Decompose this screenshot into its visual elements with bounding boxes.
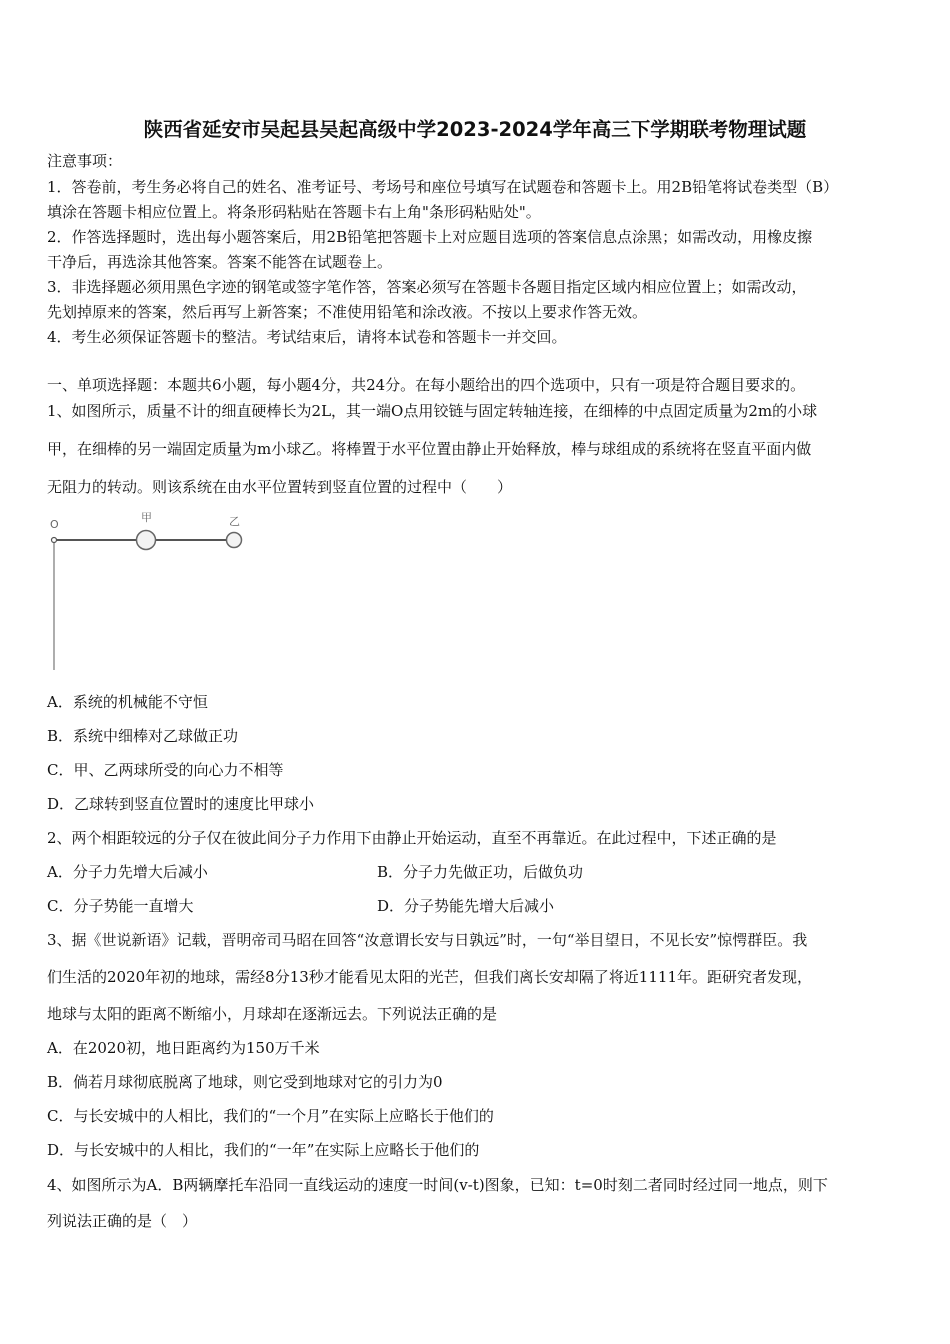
- notice-line: 1．答卷前，考生务必将自己的姓名、准考证号、考场号和座位号填写在试题卷和答题卡上。用2B铅笔将试卷类型（B）: [47, 178, 839, 196]
- q1-option-a: A．系统的机械能不守恒: [47, 693, 208, 711]
- notice-line: 先划掉原来的答案，然后再写上新答案；不准使用铅笔和涂改液。不按以上要求作答无效。: [47, 303, 648, 321]
- label-yi: 乙: [229, 515, 240, 528]
- q3-option-a: A．在2020初，地日距离约为150万千米: [47, 1039, 320, 1057]
- q2-option-a: A．分子力先增大后减小: [47, 863, 208, 881]
- q3-option-d: D．与长安城中的人相比，我们的“一年”在实际上应略长于他们的: [47, 1141, 480, 1159]
- q1-option-c: C．甲、乙两球所受的向心力不相等: [47, 761, 284, 779]
- notice-heading: 注意事项：: [47, 152, 123, 170]
- q4-stem-line: 列说法正确的是（ ）: [47, 1212, 198, 1230]
- q2-option-b: B．分子力先做正功，后做负功: [377, 863, 584, 881]
- notice-line: 3．非选择题必须用黑色字迹的钢笔或签字笔作答，答案必须写在答题卡各题目指定区域内相应位置上；如需改动，: [47, 278, 807, 296]
- q2-option-c: C．分子势能一直增大: [47, 897, 194, 915]
- notice-line: 干净后，再选涂其他答案。答案不能答在试题卷上。: [47, 253, 393, 271]
- q3-stem-line: 们生活的2020年初的地球，需经8分13秒才能看见太阳的光芒，但我们离长安却隔了将近1111年。距研究者发现，: [47, 968, 812, 986]
- q1-stem-line: 无阻力的转动。则该系统在由水平位置转到竖直位置的过程中（ ）: [47, 478, 513, 496]
- ball-yi: [227, 533, 242, 548]
- q3-option-b: B．倘若月球彻底脱离了地球，则它受到地球对它的引力为0: [47, 1073, 443, 1091]
- q2-option-d: D．分子势能先增大后减小: [377, 897, 555, 915]
- q1-option-d: D．乙球转到竖直位置时的速度比甲球小: [47, 795, 315, 813]
- q1-option-b: B．系统中细棒对乙球做正功: [47, 727, 239, 745]
- q1-stem-line: 甲，在细棒的另一端固定质量为m小球乙。将棒置于水平位置由静止开始释放，棒与球组成的系统将在竖直平面内做: [47, 440, 812, 458]
- q4-stem-line: 4、如图所示为A．B两辆摩托车沿同一直线运动的速度一时间(v-t)图象，已知：t=0时刻二者同时经过同一地点，则下: [47, 1176, 828, 1194]
- q3-option-c: C．与长安城中的人相比，我们的“一个月”在实际上应略长于他们的: [47, 1107, 494, 1125]
- q3-stem-line: 地球与太阳的距离不断缩小，月球却在逐渐远去。下列说法正确的是: [47, 1005, 498, 1023]
- section-heading: 一、单项选择题：本题共6小题，每小题4分，共24分。在每小题给出的四个选项中，只有一项是符合题目要求的。: [47, 376, 806, 394]
- exam-title: 陕西省延安市吴起县吴起高级中学2023-2024学年高三下学期联考物理试题: [143, 118, 807, 141]
- notice-line: 2．作答选择题时，选出每小题答案后，用2B铅笔把答题卡上对应题目选项的答案信息点涂黑；如需改动，用橡皮擦: [47, 228, 813, 246]
- label-jia: 甲: [141, 511, 152, 524]
- q3-stem-line: 3、据《世说新语》记载，晋明帝司马昭在回答“汝意谓长安与日孰远”时，一句“举目望日，不见长安”惊愕群臣。我: [47, 931, 808, 949]
- q2-stem: 2、两个相距较远的分子仅在彼此间分子力作用下由静止开始运动，直至不再靠近。在此过程中，下述正确的是: [47, 829, 777, 847]
- pivot-point: [52, 538, 57, 543]
- ball-jia: [137, 531, 156, 550]
- notice-line: 填涂在答题卡相应位置上。将条形码粘贴在答题卡右上角"条形码粘贴处"。: [47, 203, 541, 221]
- notice-line: 4．考生必须保证答题卡的整洁。考试结束后，请将本试卷和答题卡一并交回。: [47, 328, 567, 346]
- q1-stem-line: 1、如图所示，质量不计的细直硬棒长为2L，其一端O点用铰链与固定转轴连接，在细棒的中点固定质量为2m的小球: [47, 402, 818, 420]
- rod-ball-figure: [40, 508, 260, 678]
- label-o: O: [50, 518, 59, 531]
